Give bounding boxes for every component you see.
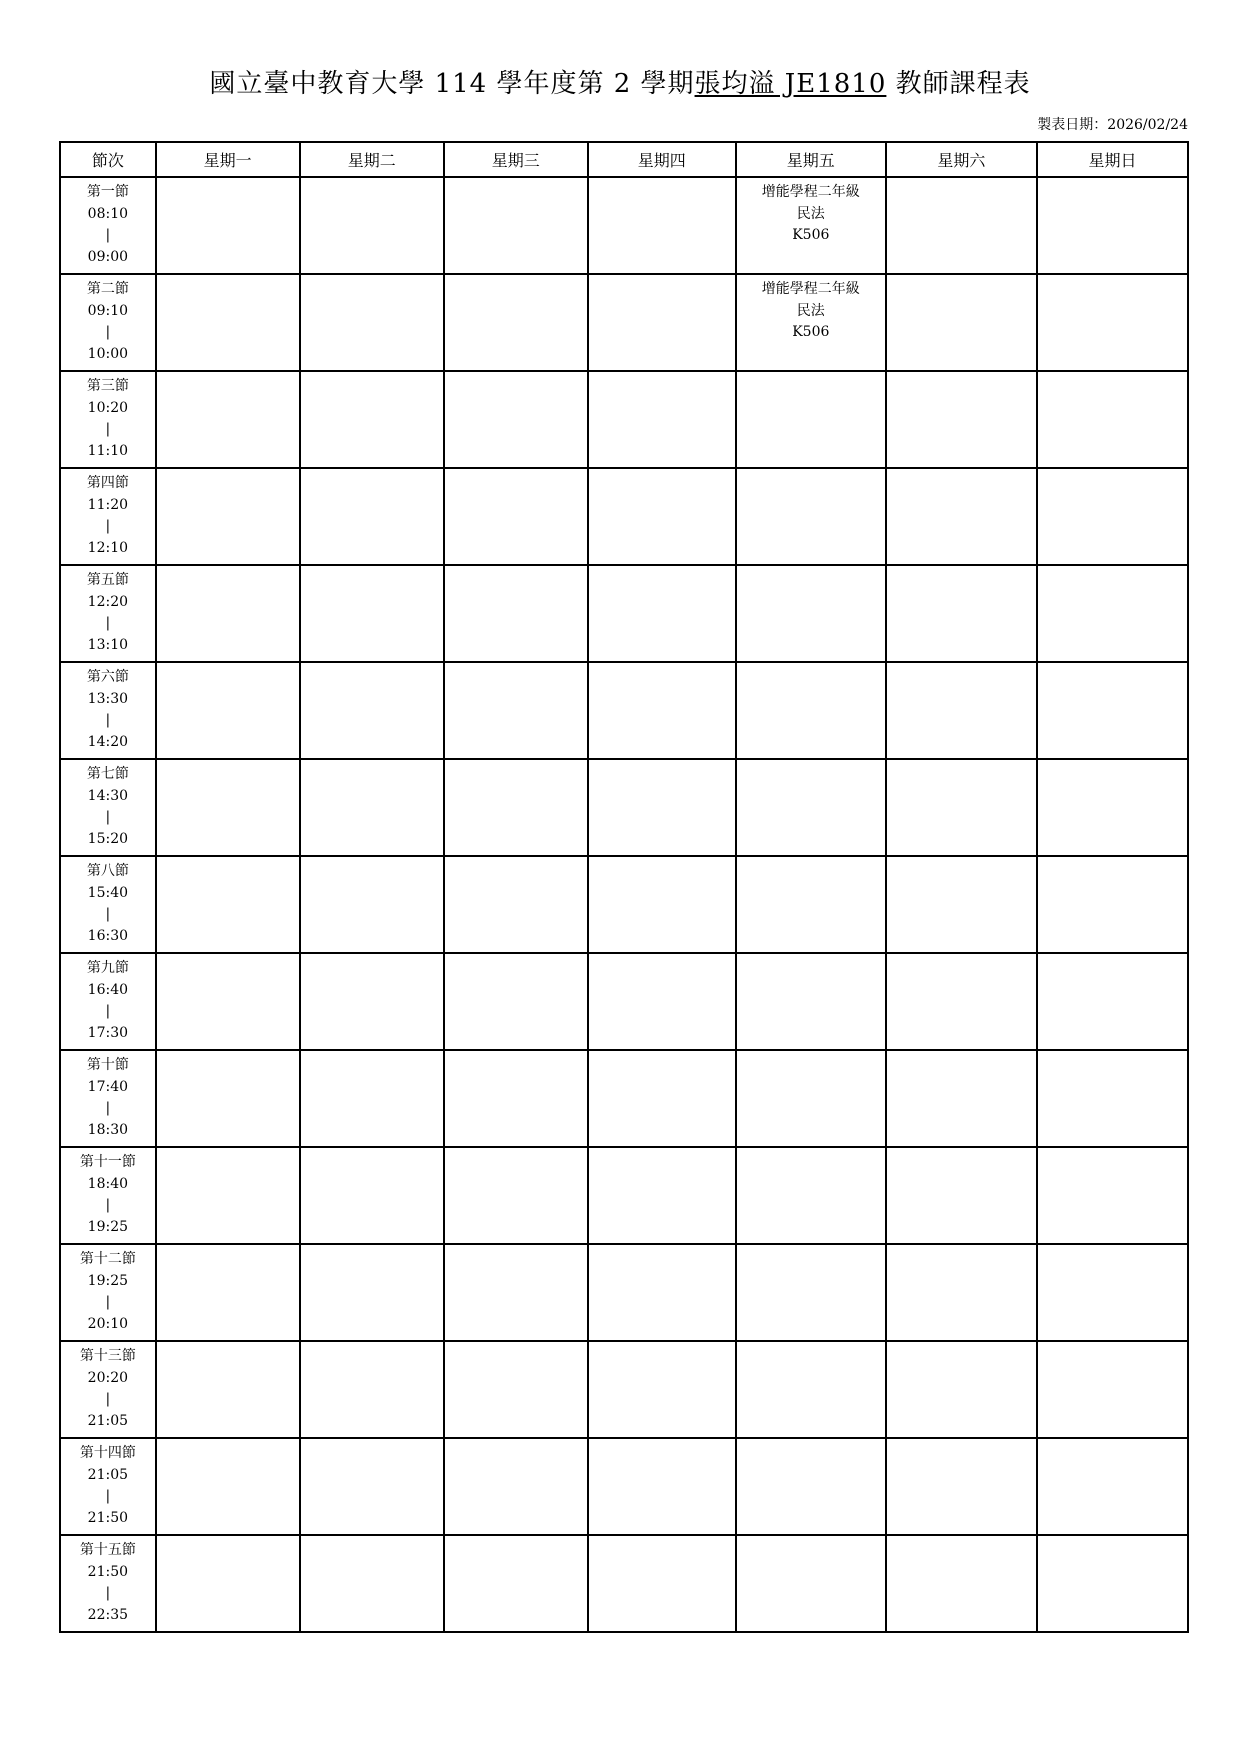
cell-tuesday <box>300 177 444 274</box>
cell-thursday <box>588 1535 736 1632</box>
period-end: 21:05 <box>87 1412 129 1429</box>
cell-wednesday <box>444 177 588 274</box>
cell-friday <box>736 1244 886 1341</box>
column-header-sunday: 星期日 <box>1037 142 1188 177</box>
period-end: 10:00 <box>87 345 129 362</box>
table-row <box>60 177 1188 274</box>
cell-sunday <box>1037 953 1188 1050</box>
cell-sunday <box>1037 1244 1188 1341</box>
cell-monday <box>156 759 300 856</box>
cell-tuesday <box>300 662 444 759</box>
cell-wednesday <box>444 1244 588 1341</box>
cell-thursday <box>588 1438 736 1535</box>
period-end: 14:20 <box>87 733 129 750</box>
cell-sunday <box>1037 371 1188 468</box>
period-cell <box>60 1244 156 1341</box>
timetable-body <box>60 177 1188 1632</box>
period-sep: | <box>105 1100 111 1116</box>
cell-wednesday <box>444 468 588 565</box>
period-name: 第三節 <box>86 378 129 394</box>
cell-saturday <box>886 1147 1037 1244</box>
title-prefix: 國立臺中教育大學 114 學年度第 2 學期 <box>209 69 695 99</box>
period-name: 第十二節 <box>79 1251 136 1267</box>
period-name: 第十節 <box>86 1057 129 1073</box>
cell-saturday <box>886 1050 1037 1147</box>
cell-tuesday <box>300 565 444 662</box>
table-row <box>60 565 1188 662</box>
cell-sunday <box>1037 1438 1188 1535</box>
period-sep: | <box>105 421 111 437</box>
period-cell <box>60 371 156 468</box>
period-name: 第五節 <box>86 572 129 588</box>
period-cell <box>60 662 156 759</box>
cell-sunday <box>1037 468 1188 565</box>
cell-friday <box>736 662 886 759</box>
period-end: 19:25 <box>87 1218 129 1235</box>
cell-wednesday <box>444 1535 588 1632</box>
period-name: 第四節 <box>86 475 129 491</box>
cell-friday <box>736 177 886 274</box>
period-sep: | <box>105 1197 111 1213</box>
cell-saturday <box>886 468 1037 565</box>
period-sep: | <box>105 1003 111 1019</box>
cell-thursday <box>588 177 736 274</box>
cell-friday <box>736 468 886 565</box>
table-row <box>60 1438 1188 1535</box>
period-start: 16:40 <box>87 981 129 998</box>
cell-thursday <box>588 662 736 759</box>
cell-wednesday <box>444 953 588 1050</box>
cell-sunday <box>1037 759 1188 856</box>
table-row <box>60 1147 1188 1244</box>
period-cell <box>60 1147 156 1244</box>
cell-friday <box>736 1535 886 1632</box>
cell-sunday <box>1037 1147 1188 1244</box>
period-sep: | <box>105 518 111 534</box>
cell-friday <box>736 1341 886 1438</box>
period-sep: | <box>105 324 111 340</box>
cell-monday <box>156 468 300 565</box>
cell-sunday <box>1037 856 1188 953</box>
column-header-tuesday: 星期二 <box>300 142 444 177</box>
cell-tuesday <box>300 856 444 953</box>
column-header-friday: 星期五 <box>736 142 886 177</box>
cell-sunday <box>1037 1050 1188 1147</box>
cell-saturday <box>886 1244 1037 1341</box>
period-start: 14:30 <box>87 787 129 804</box>
table-row <box>60 1341 1188 1438</box>
period-end: 09:00 <box>87 248 129 265</box>
period-end: 22:35 <box>87 1606 129 1623</box>
period-cell <box>60 274 156 371</box>
course-room: K506 <box>792 324 830 340</box>
cell-friday <box>736 759 886 856</box>
period-start: 20:20 <box>87 1369 129 1386</box>
period-name: 第九節 <box>86 960 129 976</box>
period-sep: | <box>105 615 111 631</box>
period-start: 08:10 <box>87 205 129 222</box>
period-name: 第一節 <box>86 184 129 200</box>
cell-friday <box>736 953 886 1050</box>
timetable <box>59 141 1189 1633</box>
table-row <box>60 274 1188 371</box>
period-cell <box>60 1341 156 1438</box>
period-start: 10:20 <box>87 399 129 416</box>
column-header-thursday: 星期四 <box>588 142 736 177</box>
cell-saturday <box>886 1438 1037 1535</box>
period-sep: | <box>105 712 111 728</box>
period-name: 第十一節 <box>79 1154 136 1170</box>
period-start: 21:05 <box>87 1466 129 1483</box>
cell-saturday <box>886 177 1037 274</box>
cell-wednesday <box>444 662 588 759</box>
period-end: 11:10 <box>87 442 129 459</box>
cell-tuesday <box>300 1050 444 1147</box>
period-cell <box>60 565 156 662</box>
period-name: 第七節 <box>86 766 129 782</box>
table-row <box>60 953 1188 1050</box>
cell-friday <box>736 565 886 662</box>
cell-tuesday <box>300 274 444 371</box>
cell-thursday <box>588 1050 736 1147</box>
period-cell <box>60 1535 156 1632</box>
cell-sunday <box>1037 662 1188 759</box>
period-cell <box>60 468 156 565</box>
cell-thursday <box>588 468 736 565</box>
table-row <box>60 468 1188 565</box>
period-end: 16:30 <box>87 927 129 944</box>
column-header-saturday: 星期六 <box>886 142 1037 177</box>
cell-thursday <box>588 856 736 953</box>
period-start: 21:50 <box>87 1563 129 1580</box>
period-start: 09:10 <box>87 302 129 319</box>
header-row <box>60 142 1188 177</box>
cell-tuesday <box>300 953 444 1050</box>
period-end: 13:10 <box>87 636 129 653</box>
table-row <box>60 662 1188 759</box>
period-name: 第十五節 <box>79 1542 136 1558</box>
period-start: 12:20 <box>87 593 129 610</box>
period-name: 第十三節 <box>79 1348 136 1364</box>
column-header-monday: 星期一 <box>156 142 300 177</box>
teacher-name: 張均溢 JE1810 <box>694 69 887 99</box>
table-row <box>60 1535 1188 1632</box>
period-name: 第六節 <box>86 669 129 685</box>
cell-wednesday <box>444 1050 588 1147</box>
cell-saturday <box>886 662 1037 759</box>
period-cell <box>60 1438 156 1535</box>
period-cell <box>60 856 156 953</box>
cell-thursday <box>588 1244 736 1341</box>
cell-thursday <box>588 371 736 468</box>
cell-sunday <box>1037 565 1188 662</box>
cell-monday <box>156 274 300 371</box>
cell-friday <box>736 1438 886 1535</box>
period-sep: | <box>105 906 111 922</box>
cell-wednesday <box>444 759 588 856</box>
column-header-period: 節次 <box>60 142 156 177</box>
cell-monday <box>156 953 300 1050</box>
cell-monday <box>156 1147 300 1244</box>
cell-tuesday <box>300 1535 444 1632</box>
period-name: 第十四節 <box>79 1445 136 1461</box>
cell-wednesday <box>444 856 588 953</box>
cell-sunday <box>1037 1341 1188 1438</box>
cell-friday <box>736 274 886 371</box>
cell-tuesday <box>300 371 444 468</box>
cell-thursday <box>588 759 736 856</box>
cell-saturday <box>886 1341 1037 1438</box>
cell-monday <box>156 1050 300 1147</box>
cell-monday <box>156 1341 300 1438</box>
period-sep: | <box>105 809 111 825</box>
cell-saturday <box>886 856 1037 953</box>
print-date: 製表日期：2026/02/24 <box>1037 117 1188 133</box>
cell-saturday <box>886 565 1037 662</box>
cell-thursday <box>588 1147 736 1244</box>
cell-thursday <box>588 953 736 1050</box>
cell-tuesday <box>300 1147 444 1244</box>
cell-friday <box>736 856 886 953</box>
cell-wednesday <box>444 274 588 371</box>
period-cell <box>60 1050 156 1147</box>
title-suffix: 教師課程表 <box>895 69 1031 99</box>
cell-monday <box>156 1535 300 1632</box>
period-start: 15:40 <box>87 884 129 901</box>
cell-monday <box>156 856 300 953</box>
cell-monday <box>156 662 300 759</box>
course-subject: 民法 <box>796 302 825 319</box>
table-row <box>60 856 1188 953</box>
cell-wednesday <box>444 565 588 662</box>
cell-saturday <box>886 1535 1037 1632</box>
cell-wednesday <box>444 1438 588 1535</box>
cell-monday <box>156 1438 300 1535</box>
period-end: 15:20 <box>87 830 129 847</box>
course-subject: 民法 <box>796 205 825 222</box>
cell-tuesday <box>300 1438 444 1535</box>
course-class: 增能學程二年級 <box>761 184 860 200</box>
period-sep: | <box>105 1391 111 1407</box>
cell-tuesday <box>300 759 444 856</box>
cell-sunday <box>1037 177 1188 274</box>
cell-saturday <box>886 759 1037 856</box>
cell-sunday <box>1037 1535 1188 1632</box>
course-class: 增能學程二年級 <box>761 281 860 297</box>
cell-saturday <box>886 953 1037 1050</box>
period-name: 第八節 <box>86 863 129 879</box>
cell-saturday <box>886 371 1037 468</box>
period-start: 18:40 <box>87 1175 129 1192</box>
period-start: 13:30 <box>87 690 129 707</box>
cell-wednesday <box>444 371 588 468</box>
table-row <box>60 371 1188 468</box>
period-end: 12:10 <box>87 539 129 556</box>
cell-saturday <box>886 274 1037 371</box>
period-start: 19:25 <box>87 1272 129 1289</box>
period-end: 21:50 <box>87 1509 129 1526</box>
period-end: 18:30 <box>87 1121 129 1138</box>
period-cell <box>60 177 156 274</box>
cell-friday <box>736 1147 886 1244</box>
period-sep: | <box>105 227 111 243</box>
page-title <box>0 66 1240 102</box>
cell-friday <box>736 1050 886 1147</box>
cell-monday <box>156 371 300 468</box>
period-start: 11:20 <box>87 496 129 513</box>
period-start: 17:40 <box>87 1078 129 1095</box>
period-end: 17:30 <box>87 1024 129 1041</box>
period-sep: | <box>105 1294 111 1310</box>
table-row <box>60 1050 1188 1147</box>
table-row <box>60 759 1188 856</box>
cell-thursday <box>588 1341 736 1438</box>
table-row <box>60 1244 1188 1341</box>
period-cell <box>60 759 156 856</box>
column-header-wednesday: 星期三 <box>444 142 588 177</box>
cell-monday <box>156 565 300 662</box>
cell-friday <box>736 371 886 468</box>
cell-tuesday <box>300 468 444 565</box>
cell-tuesday <box>300 1341 444 1438</box>
cell-sunday <box>1037 274 1188 371</box>
cell-tuesday <box>300 1244 444 1341</box>
period-cell <box>60 953 156 1050</box>
cell-thursday <box>588 565 736 662</box>
period-end: 20:10 <box>87 1315 129 1332</box>
cell-wednesday <box>444 1341 588 1438</box>
period-name: 第二節 <box>86 281 129 297</box>
cell-wednesday <box>444 1147 588 1244</box>
period-sep: | <box>105 1585 111 1601</box>
cell-thursday <box>588 274 736 371</box>
period-sep: | <box>105 1488 111 1504</box>
cell-monday <box>156 177 300 274</box>
course-room: K506 <box>792 227 830 243</box>
cell-monday <box>156 1244 300 1341</box>
